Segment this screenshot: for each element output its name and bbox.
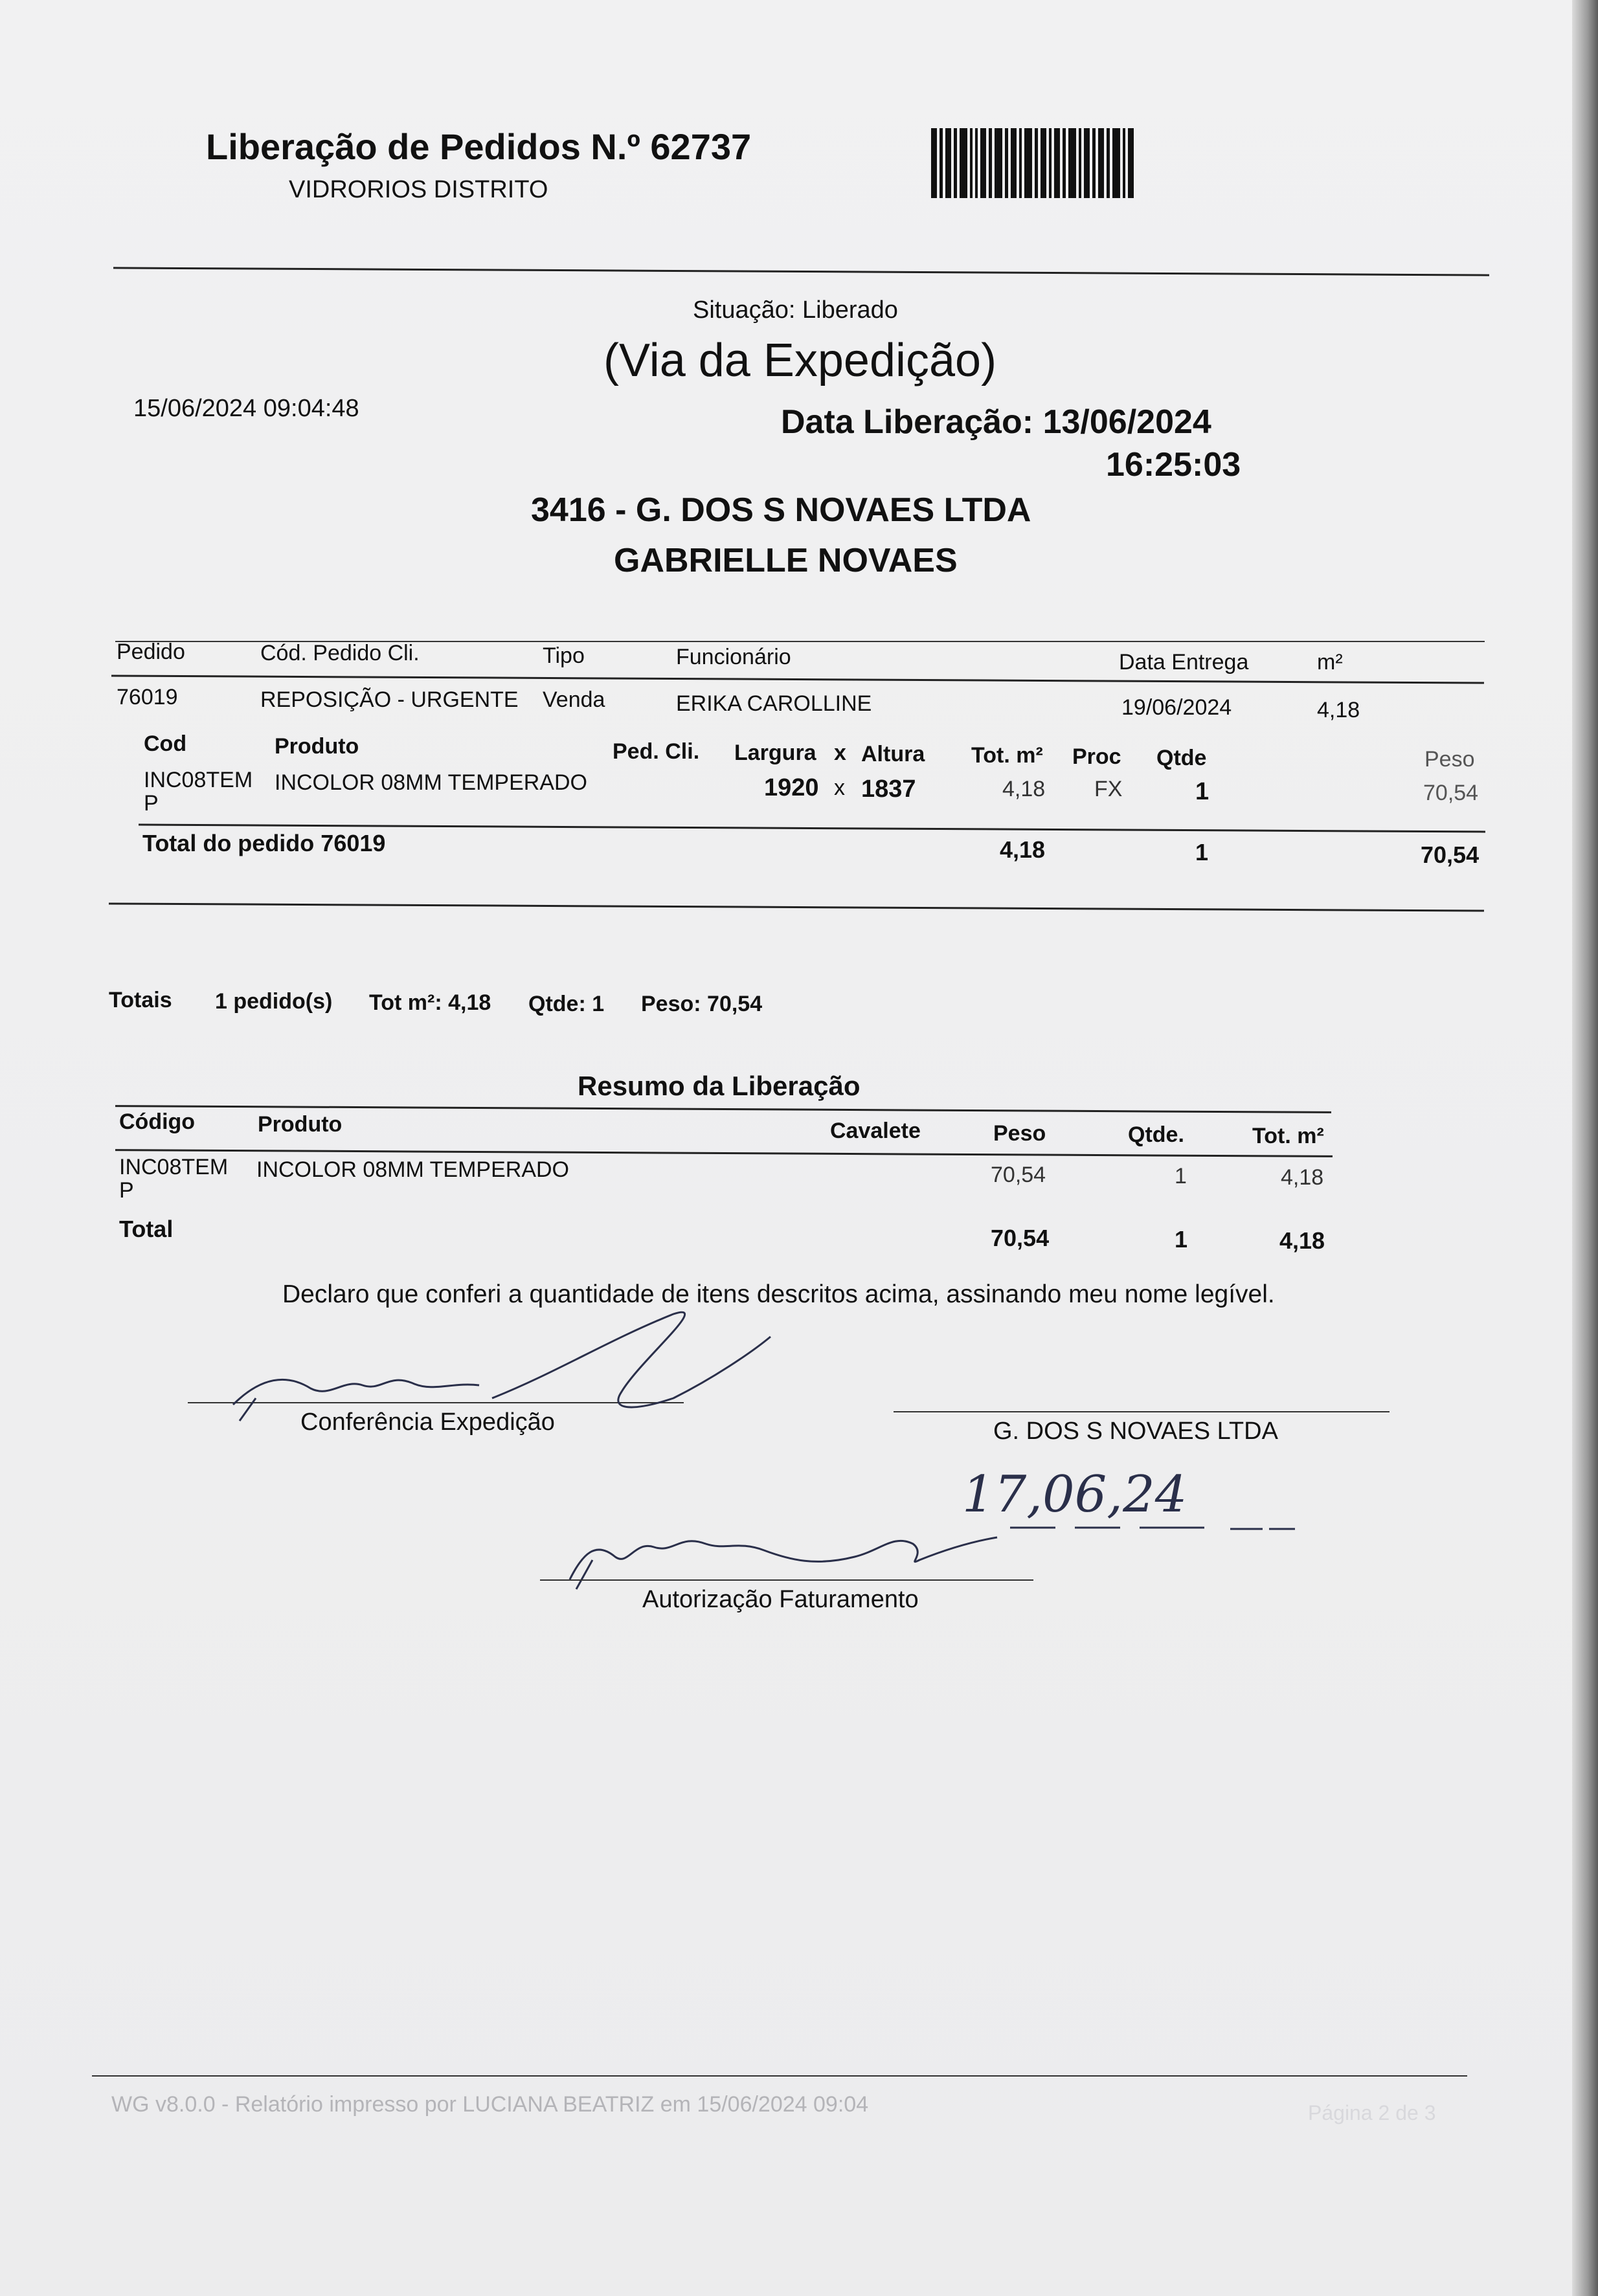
resumo-row-produto: INCOLOR 08MM TEMPERADO [256,1157,570,1182]
item-largura: 1920 [764,774,819,801]
order-total-peso: 70,54 [1421,841,1480,868]
row-m2: 4,18 [1317,698,1360,722]
resumo-col-produto: Produto [258,1112,343,1137]
printed-datetime: 15/06/2024 09:04:48 [133,395,359,422]
resumo-header-line [115,1149,1333,1157]
item-x: x [834,775,845,800]
order-total-m2: 4,18 [1000,836,1046,863]
item-cod-line2: P [144,791,159,816]
item-col-largura: Largura [734,741,816,765]
resumo-col-tot-m2: Tot. m² [1252,1124,1324,1148]
document-title: Liberação de Pedidos N.º 62737 [206,126,752,167]
scanned-page-edge [1572,0,1598,2296]
empresa-signature-line [894,1411,1390,1412]
row-pedido: 76019 [117,685,178,709]
col-pedido: Pedido [117,640,185,664]
header-divider [113,267,1489,276]
via-expedicao: (Via da Expedição) [603,335,997,386]
item-col-peso: Peso [1424,747,1475,772]
resumo-total-label: Total [119,1216,174,1242]
resumo-title: Resumo da Liberação [578,1071,861,1101]
col-tipo: Tipo [543,643,585,668]
item-tot-m2: 4,18 [1002,777,1046,801]
barcode [931,128,1175,198]
order-total-qtde: 1 [1195,839,1209,865]
hora-liberacao: 16:25:03 [1106,446,1241,484]
situacao: Situação: Liberado [693,296,898,324]
company-name: VIDRORIOS DISTRITO [289,176,548,203]
resumo-row-codigo-line1: INC08TEM [119,1155,229,1179]
handwritten-date: 17,06,24 [962,1466,1187,1524]
totais-qtde: Qtde: 1 [528,992,605,1016]
item-col-proc: Proc [1072,744,1121,769]
item-col-altura: Altura [861,742,925,766]
resumo-total-qtde: 1 [1175,1226,1188,1253]
resumo-total-tot-m2: 4,18 [1279,1227,1325,1254]
item-cod-line1: INC08TEM [144,768,253,792]
order-total-label: Total do pedido 76019 [142,830,386,856]
row-cod-pedido-cli: REPOSIÇÃO - URGENTE [260,687,519,712]
row-tipo: Venda [543,687,605,712]
client-name: 3416 - G. DOS S NOVAES LTDA [531,491,1031,529]
declaration-text: Declaro que conferi a quantidade de itens descritos acima, assinando meu nome legível. [282,1280,1275,1308]
col-funcionario: Funcionário [676,645,791,669]
resumo-row-qtde: 1 [1175,1164,1187,1188]
item-altura: 1837 [861,775,916,803]
item-peso: 70,54 [1423,781,1479,805]
footer-printed-by: WG v8.0.0 - Relatório impresso por LUCIANA BEATRIZ em 15/06/2024 09:04 [111,2092,869,2117]
totais-peso: Peso: 70,54 [641,992,763,1016]
col-data-entrega: Data Entrega [1119,650,1249,674]
item-col-tot-m2: Tot. m² [971,743,1043,768]
footer-divider [92,2075,1467,2077]
autorizacao-signature [531,1495,1023,1592]
autorizacao-label: Autorização Faturamento [642,1586,919,1613]
item-col-produto: Produto [275,734,359,759]
order-table-bottom-line [109,902,1484,911]
data-liberacao: Data Liberação: 13/06/2024 [781,403,1211,441]
footer-page-number: Página 2 de 3 [1308,2101,1436,2124]
item-proc: FX [1094,777,1123,801]
item-produto: INCOLOR 08MM TEMPERADO [275,770,588,795]
empresa-label: G. DOS S NOVAES LTDA [993,1418,1278,1445]
conferencia-label: Conferência Expedição [300,1409,555,1436]
resumo-col-codigo: Código [119,1109,196,1134]
col-m2: m² [1317,650,1343,674]
resumo-row-peso: 70,54 [991,1163,1046,1187]
item-qtde: 1 [1195,778,1210,805]
row-data-entrega: 19/06/2024 [1121,695,1232,720]
resumo-col-cavalete: Cavalete [830,1119,921,1143]
item-col-ped-cli: Ped. Cli. [613,739,700,764]
client-contact: GABRIELLE NOVAES [614,542,958,579]
resumo-row-tot-m2: 4,18 [1281,1165,1324,1190]
totais-label: Totais [109,988,172,1012]
item-col-x: x [834,741,846,765]
totais-tot-m2: Tot m²: 4,18 [369,990,491,1015]
resumo-col-peso: Peso [993,1121,1046,1146]
item-col-cod: Cod [144,731,187,756]
handwritten-date-underline [1010,1521,1334,1534]
autorizacao-signature-line [540,1579,1033,1581]
resumo-total-peso: 70,54 [991,1225,1050,1251]
conferencia-signature [220,1301,790,1431]
item-col-qtde: Qtde [1156,746,1207,770]
col-cod-pedido-cli: Cód. Pedido Cli. [260,641,420,665]
resumo-row-codigo-line2: P [119,1178,134,1203]
order-header-line [111,674,1484,684]
row-funcionario: ERIKA CAROLLINE [676,691,872,716]
resumo-col-qtde: Qtde. [1128,1122,1184,1147]
totais-pedidos: 1 pedido(s) [215,989,333,1014]
